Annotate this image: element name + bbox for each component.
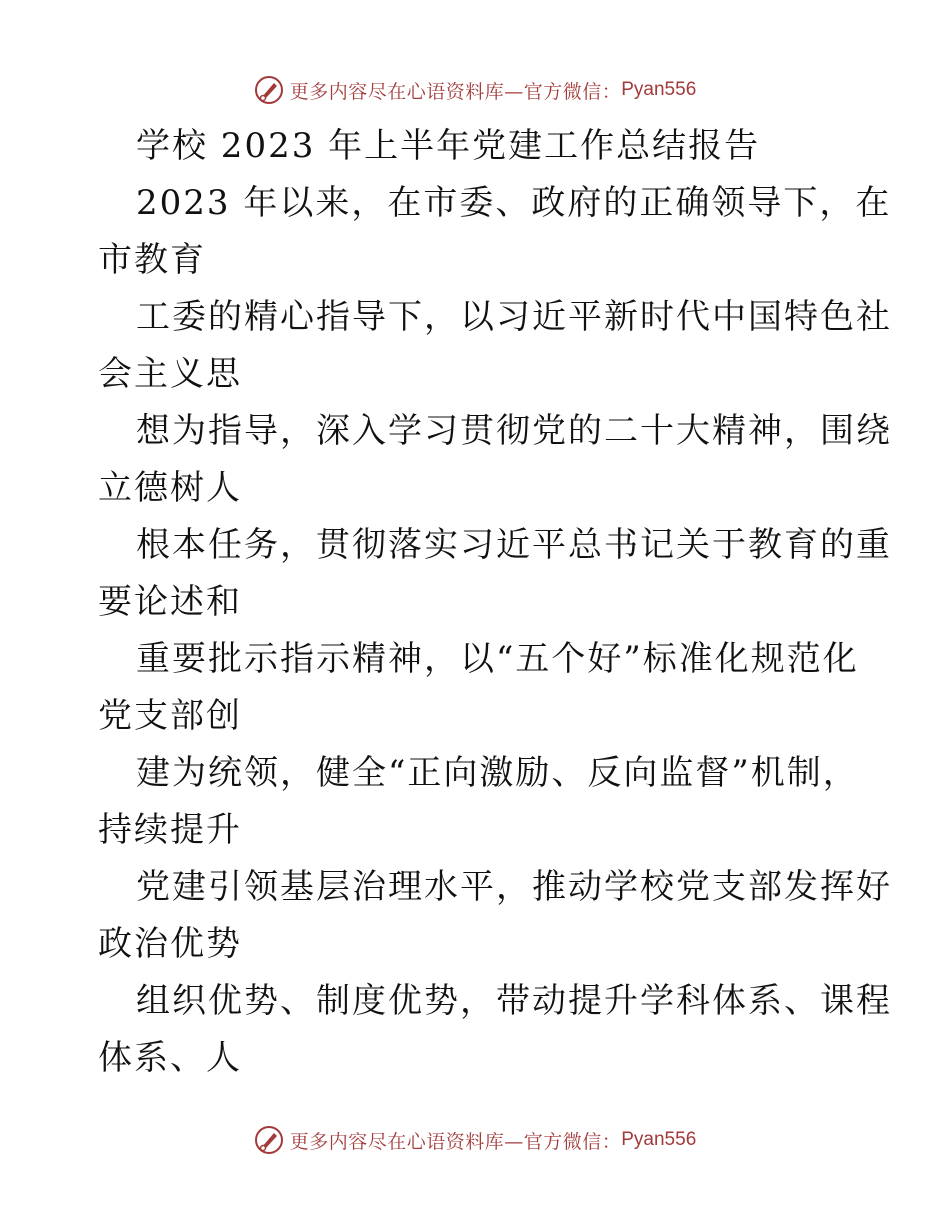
paragraph-line: 工委的精心指导下，以习近平新时代中国特色社 bbox=[136, 297, 892, 337]
quill-logo-icon bbox=[254, 1125, 284, 1155]
paragraph-line: 党支部创 bbox=[98, 696, 242, 736]
banner-text: 更多内容尽在心语资料库—官方微信： bbox=[289, 80, 622, 103]
paragraph-line: 重要批示指示精神，以“五个好”标准化规范化 bbox=[136, 639, 859, 679]
paragraph-line: 根本任务，贯彻落实习近平总书记关于教育的重 bbox=[136, 525, 892, 565]
paragraph-line: 政治优势 bbox=[98, 924, 242, 964]
document-title: 学校 2023 年上半年党建工作总结报告 bbox=[136, 126, 761, 166]
paragraph-line: 立德树人 bbox=[98, 468, 242, 508]
header-banner bbox=[0, 70, 950, 110]
banner-text: 更多内容尽在心语资料库—官方微信： bbox=[289, 1130, 622, 1153]
paragraph-line: 党建引领基层治理水平，推动学校党支部发挥好 bbox=[136, 867, 892, 907]
paragraph-line: 组织优势、制度优势，带动提升学科体系、课程 bbox=[136, 981, 892, 1021]
paragraph-line: 市教育 bbox=[98, 240, 206, 280]
quill-logo-icon bbox=[254, 75, 284, 105]
paragraph-line: 想为指导，深入学习贯彻党的二十大精神，围绕 bbox=[136, 411, 892, 451]
wechat-id: Pyan556 bbox=[621, 79, 697, 100]
paragraph-line: 2023 年以来，在市委、政府的正确领导下，在 bbox=[136, 183, 892, 223]
paragraph-line: 建为统领，健全“正向激励、反向监督”机制， bbox=[136, 753, 859, 793]
paragraph-line: 体系、人 bbox=[98, 1038, 242, 1078]
footer-banner bbox=[0, 1120, 950, 1160]
paragraph-line: 要论述和 bbox=[98, 582, 242, 622]
paragraph-line: 持续提升 bbox=[98, 810, 242, 850]
document-body bbox=[98, 118, 892, 1087]
paragraph-line: 会主义思 bbox=[98, 354, 242, 394]
wechat-id: Pyan556 bbox=[621, 1129, 697, 1150]
